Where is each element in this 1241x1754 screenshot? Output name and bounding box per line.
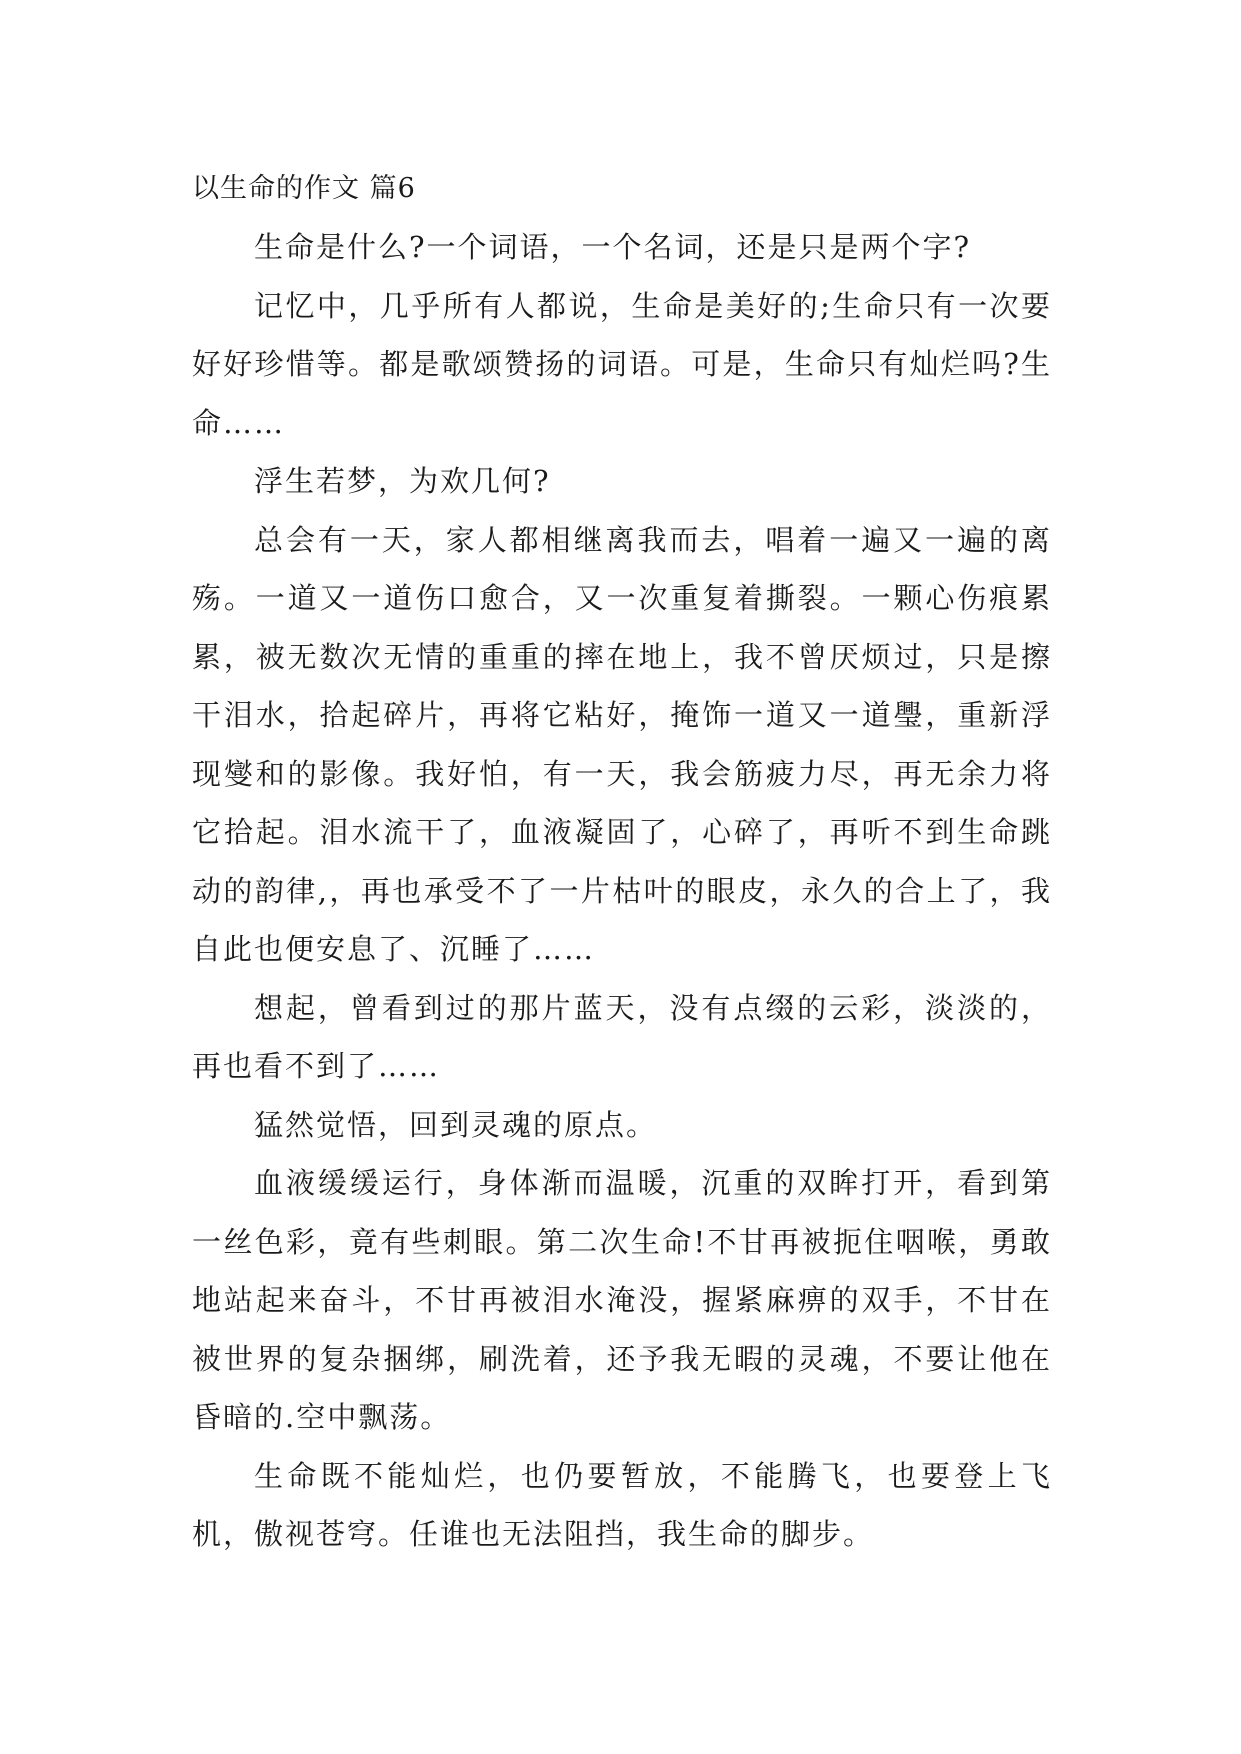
paragraph-2: 记忆中，几乎所有人都说，生命是美好的;生命只有一次要好好珍惜等。都是歌颂赞扬的词语。可是，生命只有灿烂吗?生命…… [192,288,1052,440]
document-body [192,160,1052,1564]
paragraph-4: 总会有一天，家人都相继离我而去，唱着一遍又一遍的离殇。一道又一道伤口愈合，又一次重复着撕裂。一颗心伤痕累累，被无数次无情的重重的摔在地上，我不曾厌烦过，只是擦干泪水，拾起碎片，再将它粘好，掩饰一道又一道璺，重新浮现燮和的影像。我好怕，有一天，我会筋疲力尽，再无余力将它拾起。泪水流干了，血液凝固了，心碎了，再听不到生命跳动的韵律,，再也承受不了一片枯叶的眼皮，永久的合上了，我自此也便安息了、沉睡了…… [192,522,1052,966]
paragraph-3: 浮生若梦，为欢几何? [254,464,551,498]
paragraph-1: 生命是什么?一个词语，一个名词，还是只是两个字? [254,230,972,264]
paragraph-5: 想起，曾看到过的那片蓝天，没有点缀的云彩，淡淡的，再也看不到了…… [192,990,1052,1083]
document-title: 以生命的作文 篇6 [192,173,416,204]
paragraph-7: 血液缓缓运行，身体渐而温暖，沉重的双眸打开，看到第一丝色彩，竟有些刺眼。第二次生命!不甘再被扼住咽喉，勇敢地站起来奋斗，不甘再被泪水淹没，握紧麻痹的双手，不甘在被世界的复杂捆绑，刷洗着，还予我无暇的灵魂，不要让他在昏暗的.空中飘荡。 [192,1166,1052,1434]
paragraph-6: 猛然觉悟，回到灵魂的原点。 [254,1107,658,1142]
paragraph-8: 生命既不能灿烂，也仍要暂放，不能腾飞，也要登上飞机，傲视苍穹。任谁也无法阻挡，我生命的脚步。 [192,1458,1052,1551]
